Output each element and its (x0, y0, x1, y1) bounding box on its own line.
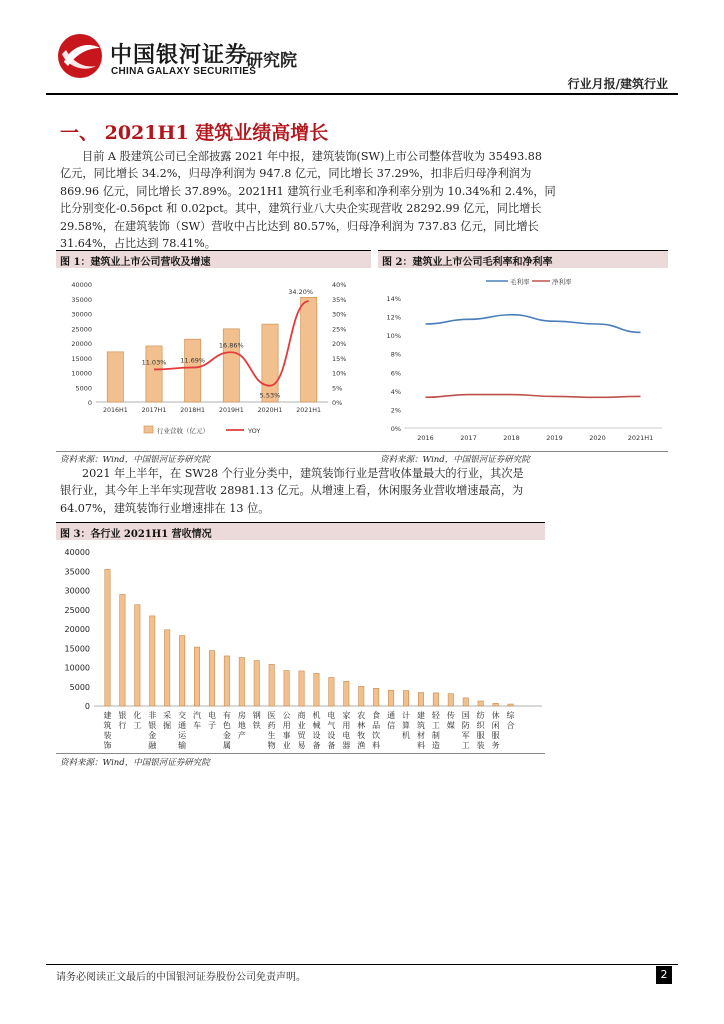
legend-label: 净利率 (552, 278, 572, 286)
x-tick-label: 通信 (387, 711, 396, 730)
y-tick-label: 14% (386, 295, 401, 303)
logo-name-en: CHINA GALAXY SECURITIES (111, 66, 257, 77)
x-tick-label: 银行 (118, 711, 127, 730)
para1-line: 29.58%，在建筑装饰（SW）营收中占比达到 80.57%，归母净利润为 737.83 亿元，同比增长 (60, 219, 539, 233)
x-tick-label: 2019 (546, 434, 563, 442)
x-tick-label: 2020H1 (257, 407, 283, 414)
series-line-gross-margin (426, 315, 641, 333)
x-tick-label: 农林牧渔 (357, 711, 366, 750)
figure-3-source-rule (56, 753, 545, 754)
figure-1-source: 资料来源：Wind，中国银河证券研究院 (60, 455, 210, 465)
y-tick-label-right: 15% (332, 354, 347, 363)
bar (329, 678, 334, 706)
y-tick-label: 40000 (64, 548, 90, 557)
figure-1-title: 图 1：建筑业上市公司营收及增速 (60, 257, 211, 268)
y-tick-label-right: 0% (332, 399, 343, 407)
x-tick-label: 2016H1 (102, 407, 128, 414)
bar (418, 693, 423, 706)
bar (254, 661, 259, 706)
bar (433, 693, 438, 706)
y-tick-label-left: 40000 (71, 281, 92, 289)
y-tick-label: 0% (390, 425, 401, 433)
x-tick-label: 家用电器 (342, 711, 351, 750)
y-tick-label-right: 25% (332, 325, 347, 334)
bar (508, 704, 513, 706)
x-tick-label: 2018H1 (180, 407, 206, 414)
chart-margin-rates (378, 270, 668, 450)
y-tick-label-left: 25000 (71, 325, 92, 334)
y-tick-label-left: 30000 (71, 310, 92, 319)
para1-line: 亿元，同比增长 34.2%，归母净利润为 947.8 亿元，同比增长 37.29%，扣非后归母净利润为 (60, 167, 532, 181)
para2-line: 64.07%，建筑装饰行业增速排在 13 位。 (60, 501, 270, 515)
x-tick-label: 纺织服装 (476, 711, 485, 750)
legend-swatch-bar (144, 426, 153, 433)
figure-3-title: 图 3：各行业 2021H1 营收情况 (60, 529, 212, 540)
bar (179, 636, 184, 706)
figure-3-title-bar (56, 522, 545, 540)
figure-2-title-bar (378, 250, 668, 268)
figure-2-source: 资料来源：Wind，中国银河证券研究院 (380, 455, 530, 465)
bar (107, 352, 123, 402)
y-tick-label: 35000 (64, 567, 90, 577)
bar (301, 297, 317, 402)
y-tick-label-right: 20% (332, 340, 347, 348)
bar (224, 656, 229, 706)
y-tick-label: 25000 (64, 605, 90, 615)
y-tick-label-right: 10% (332, 369, 347, 378)
paragraph-2 (60, 465, 560, 517)
y-tick-label: 20000 (64, 625, 90, 634)
bar (209, 651, 214, 706)
x-tick-label: 机械设备 (312, 711, 321, 750)
para1-line: 目前 A 股建筑公司已全部披露 2021 年中报，建筑装饰(SW)上市公司整体营收为 35493.88 (82, 150, 543, 163)
bar (150, 616, 155, 706)
bar (373, 688, 378, 706)
x-tick-label: 公用事业 (282, 711, 291, 750)
footer-disclaimer: 请务必阅读正文最后的中国银河证券股份公司免责声明。 (56, 972, 306, 983)
x-tick-label: 国防军工 (461, 711, 470, 750)
y-tick-label: 15000 (64, 644, 90, 654)
y-tick-label-right: 5% (332, 384, 343, 393)
x-tick-label: 建筑装饰 (103, 711, 112, 750)
y-tick-label-right: 40% (332, 281, 347, 289)
x-tick-label: 商业贸易 (297, 711, 306, 750)
bar (403, 691, 408, 706)
y-tick-label-left: 0 (87, 399, 92, 407)
para1-line: 比分别变化-0.56pct 和 0.02pct。其中，建筑行业八大央企实现营收 28292.99 亿元，同比增长 (60, 202, 542, 216)
x-tick-label: 电气设备 (327, 711, 336, 750)
x-tick-label: 2020 (589, 434, 606, 442)
footer-rule (46, 964, 678, 965)
y-tick-label: 2% (390, 406, 401, 415)
bar (359, 686, 364, 706)
bar (105, 569, 110, 706)
y-tick-label-left: 5000 (75, 384, 92, 393)
logo-name-cn: 中国银河证券 (110, 43, 249, 68)
bar (164, 630, 169, 706)
x-tick-label: 2021H1 (627, 434, 654, 442)
x-tick-label: 2018 (503, 434, 520, 442)
y-tick-label: 30000 (64, 586, 90, 596)
legend-label: 行业营收（亿元） (157, 427, 209, 435)
galaxy-logo-icon (56, 32, 104, 80)
y-tick-label-left: 10000 (71, 369, 92, 378)
y-tick-label: 4% (390, 387, 401, 396)
y-tick-label-right: 30% (332, 310, 347, 319)
bar (314, 673, 319, 706)
x-tick-label: 电子 (207, 711, 216, 730)
para1-line: 869.96 亿元，同比增长 37.89%。2021H1 建筑行业毛利率和净利率分别为 10.34%和 2.4%，同 (60, 184, 556, 198)
section-title: 一、 2021H1 建筑业绩高增长 (60, 122, 329, 144)
x-tick-label: 2017 (460, 434, 477, 442)
y-tick-label: 12% (386, 313, 401, 322)
x-tick-label: 传媒 (446, 711, 455, 730)
data-label: 5.53% (259, 391, 281, 400)
bar (463, 698, 468, 706)
x-tick-label: 交通运输 (178, 711, 187, 750)
x-tick-label: 食品饮料 (372, 711, 381, 750)
figure-1-title-bar (56, 250, 371, 268)
y-tick-label-left: 15000 (71, 354, 92, 363)
data-label: 11.03% (141, 358, 167, 367)
x-tick-label: 休闲服务 (491, 711, 500, 750)
x-tick-label: 2017H1 (141, 407, 167, 414)
x-tick-label: 非银金融 (148, 711, 157, 750)
data-label: 34.20% (288, 288, 314, 297)
y-tick-label-left: 20000 (71, 340, 92, 348)
para1-line: 31.64%，占比达到 78.41%。 (60, 237, 216, 251)
x-tick-label: 轻工制造 (431, 711, 440, 750)
x-tick-label: 房地产 (237, 711, 246, 740)
legend-label: 毛利率 (510, 278, 530, 286)
para2-line: 2021 年上半年，在 SW28 个行业分类中，建筑装饰行业是营收体量最大的行业，其次是 (82, 467, 524, 480)
header-rule (46, 93, 678, 95)
figure-3-source: 资料来源：Wind，中国银河证券研究院 (60, 758, 210, 768)
research-institute-label: 研究院 (246, 51, 297, 71)
x-tick-label: 汽车 (193, 711, 202, 730)
x-tick-label: 医药生物 (267, 711, 276, 750)
x-tick-label: 2016 (417, 434, 434, 442)
bar (135, 605, 140, 706)
chart-revenue-growth (56, 272, 371, 450)
bar (493, 703, 498, 706)
bar (146, 346, 162, 402)
x-tick-label: 2021H1 (296, 407, 322, 414)
data-label: 11.69% (180, 356, 206, 365)
y-tick-label: 0 (84, 702, 90, 711)
y-tick-label: 10% (386, 332, 401, 341)
x-tick-label: 建筑材料 (416, 711, 425, 750)
y-tick-label: 10000 (64, 663, 90, 673)
paragraph-1 (60, 148, 560, 252)
y-tick-label: 6% (390, 369, 401, 378)
bar (448, 694, 453, 706)
x-tick-label: 化工 (133, 711, 142, 730)
bar (239, 657, 244, 706)
bar (299, 671, 304, 706)
bar (388, 690, 393, 706)
x-tick-label: 有色金属 (222, 711, 231, 750)
bar (194, 647, 199, 706)
bar (120, 594, 125, 706)
data-label: 16.86% (218, 341, 244, 350)
bar (223, 329, 239, 402)
x-tick-label: 综合 (506, 711, 515, 730)
x-tick-label: 2019H1 (218, 407, 244, 414)
report-type: 行业月报/建筑行业 (567, 77, 668, 91)
series-line-net-margin (426, 395, 641, 398)
bar (284, 671, 289, 706)
bar (478, 701, 483, 706)
header (0, 0, 724, 95)
figure-2-title: 图 2：建筑业上市公司毛利率和净利率 (382, 257, 553, 268)
x-tick-label: 计算机 (402, 711, 411, 740)
bar (344, 681, 349, 706)
y-tick-label-left: 35000 (71, 295, 92, 304)
bar (269, 664, 274, 706)
chart-industry-revenue (56, 542, 545, 752)
y-tick-label: 8% (390, 350, 401, 359)
x-tick-label: 钢铁 (252, 711, 261, 730)
y-tick-label: 5000 (69, 682, 90, 692)
para2-line: 银行业，其今年上半年实现营收 28981.13 亿元。从增速上看，休闲服务业营收增速最高，为 (60, 484, 524, 498)
x-tick-label: 采掘 (163, 711, 172, 730)
bar (262, 324, 278, 402)
bar (185, 339, 201, 402)
legend-label: YOY (248, 427, 261, 435)
page-number: 2 (656, 966, 672, 984)
y-tick-label-right: 35% (332, 295, 347, 304)
